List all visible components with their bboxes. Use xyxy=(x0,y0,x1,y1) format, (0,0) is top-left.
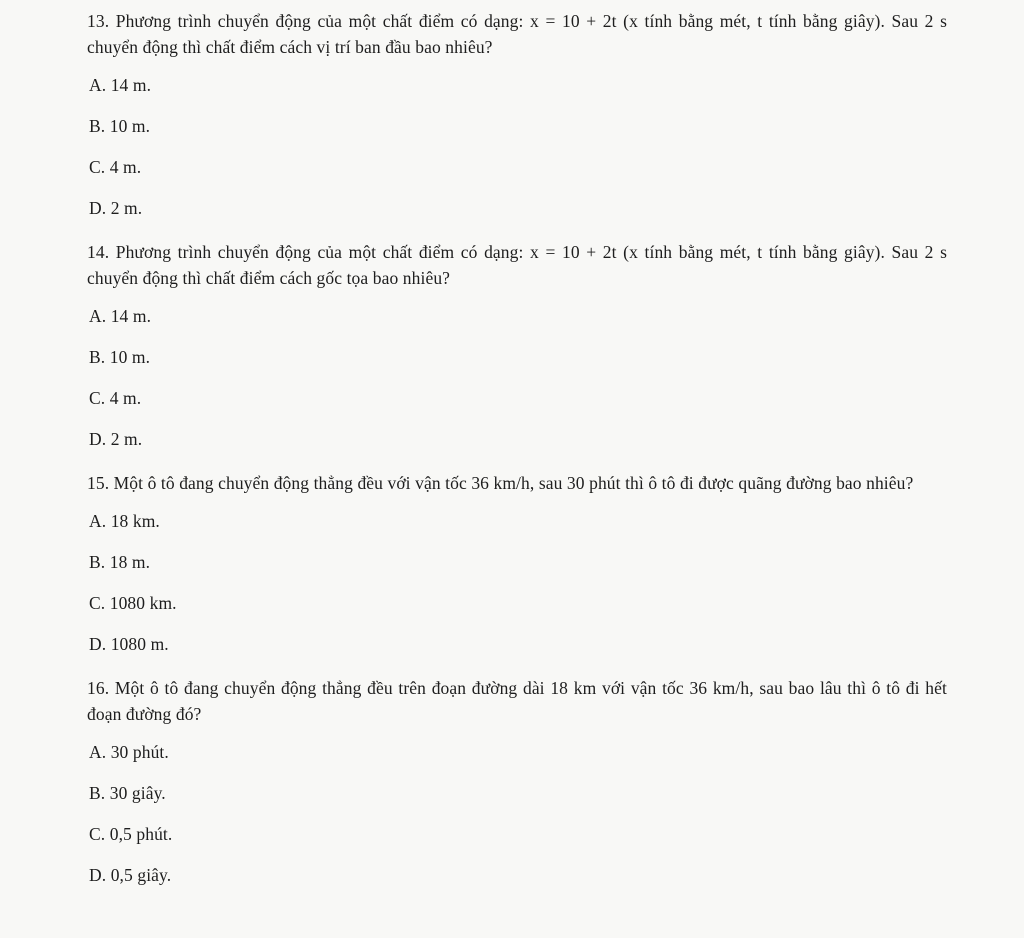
option-c: C. 1080 km. xyxy=(89,593,177,613)
option-b: B. 18 m. xyxy=(89,552,151,572)
option-b: B. 10 m. xyxy=(89,116,151,136)
option-c: C. 4 m. xyxy=(89,388,142,408)
question-15 xyxy=(87,470,947,671)
question-16 xyxy=(87,675,947,902)
option-d: D. 0,5 giây. xyxy=(89,865,172,885)
question-13 xyxy=(87,8,947,235)
option-b: B. 30 giây. xyxy=(89,783,166,803)
option-a: A. 18 km. xyxy=(89,511,160,531)
answer-options xyxy=(87,72,947,235)
option-c: C. 4 m. xyxy=(89,157,142,177)
answer-options xyxy=(87,739,947,902)
option-d: D. 2 m. xyxy=(89,429,143,449)
option-a: A. 30 phút. xyxy=(89,742,169,762)
question-list xyxy=(87,8,947,902)
option-b: B. 10 m. xyxy=(89,347,151,367)
question-text: 16. Một ô tô đang chuyển động thẳng đều trên đoạn đường dài 18 km với vận tốc 36 km/h, sau bao lâu thì ô tô đi hết đoạn đường đó? xyxy=(87,678,947,724)
question-text: 13. Phương trình chuyển động của một chất điểm có dạng: x = 10 + 2t (x tính bằng mét, t tính bằng giây). Sau 2 s chuyển động thì chất điểm cách vị trí ban đầu bao nhiêu? xyxy=(87,11,947,57)
option-c: C. 0,5 phút. xyxy=(89,824,173,844)
question-text: 15. Một ô tô đang chuyển động thẳng đều với vận tốc 36 km/h, sau 30 phút thì ô tô đi được quãng đường bao nhiêu? xyxy=(87,473,914,493)
option-a: A. 14 m. xyxy=(89,306,152,326)
option-d: D. 1080 m. xyxy=(89,634,169,654)
question-14 xyxy=(87,239,947,466)
option-a: A. 14 m. xyxy=(89,75,152,95)
answer-options xyxy=(87,508,947,671)
answer-options xyxy=(87,303,947,466)
option-d: D. 2 m. xyxy=(89,198,143,218)
question-text: 14. Phương trình chuyển động của một chất điểm có dạng: x = 10 + 2t (x tính bằng mét, t tính bằng giây). Sau 2 s chuyển động thì chất điểm cách gốc tọa bao nhiêu? xyxy=(87,242,947,288)
